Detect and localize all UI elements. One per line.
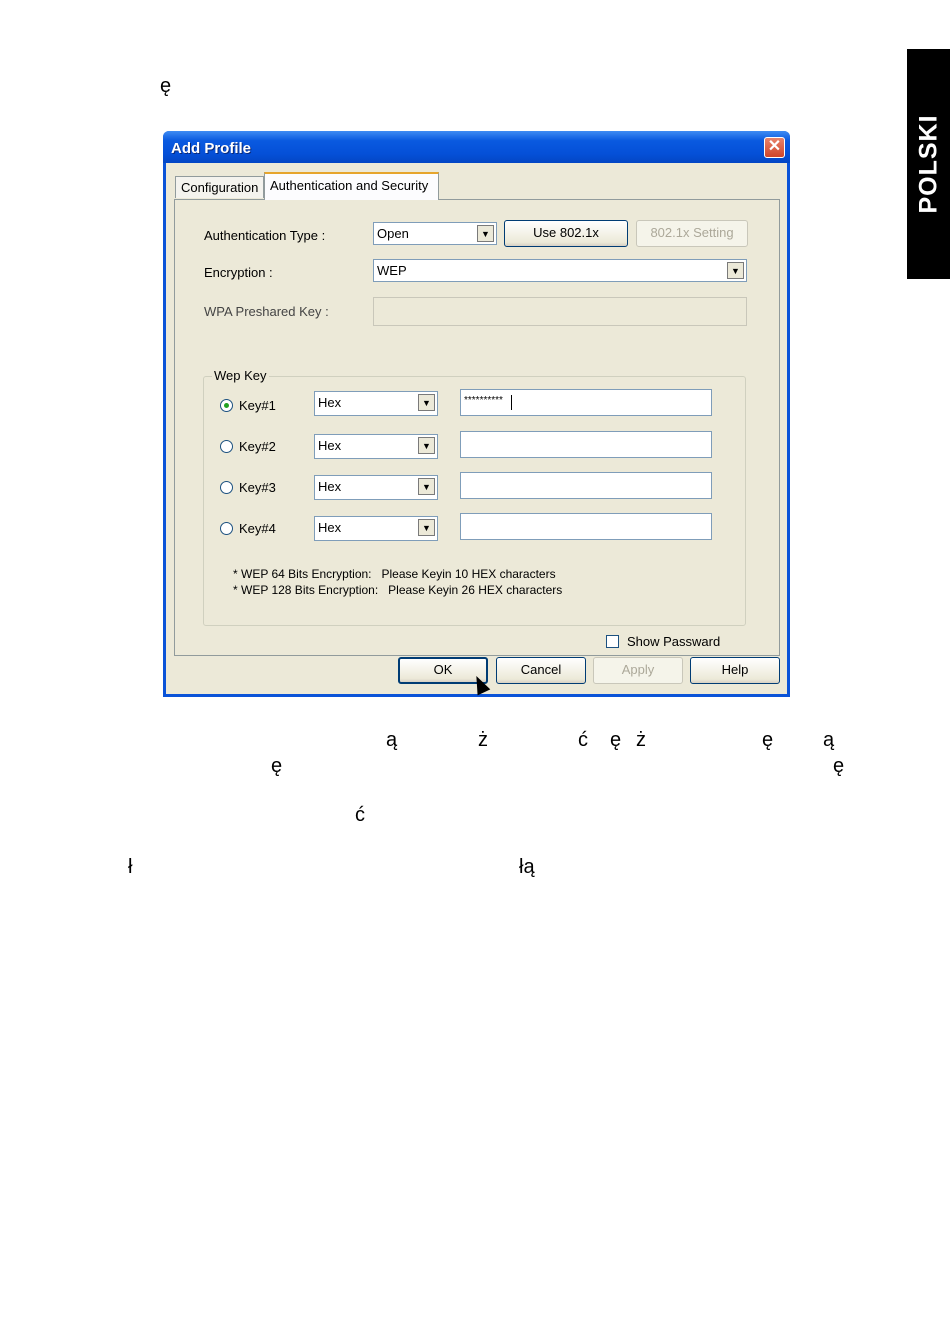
key1-radio[interactable] bbox=[220, 399, 233, 412]
show-password-label: Show Passward bbox=[627, 634, 721, 649]
dialog-title: Add Profile bbox=[171, 140, 252, 157]
wep64-note: * WEP 64 Bits Encryption: Please Keyin 10 HEX characters bbox=[233, 567, 556, 581]
key4-format-value: Hex bbox=[318, 520, 342, 535]
tab-configuration[interactable]: Configuration bbox=[175, 176, 264, 198]
dialog-client bbox=[166, 163, 787, 694]
key4-label: Key#4 bbox=[239, 521, 276, 536]
encryption-select[interactable] bbox=[373, 259, 747, 282]
key4-radio[interactable] bbox=[220, 522, 233, 535]
line2-glyph-2: ę bbox=[833, 755, 845, 777]
key2-radio[interactable] bbox=[220, 440, 233, 453]
key2-format-value: Hex bbox=[318, 438, 342, 453]
encryption-label: Encryption : bbox=[204, 265, 273, 280]
side-tab-label: POLSKI bbox=[914, 114, 942, 214]
chevron-down-icon[interactable]: ▼ bbox=[418, 478, 435, 495]
use-8021x-button[interactable]: Use 802.1x bbox=[504, 220, 628, 247]
help-button[interactable]: Help bbox=[690, 657, 780, 684]
chevron-down-icon[interactable]: ▼ bbox=[418, 519, 435, 536]
wpa-key-label: WPA Preshared Key : bbox=[204, 304, 329, 319]
8021x-setting-button: 802.1x Setting bbox=[636, 220, 748, 247]
text-caret bbox=[511, 395, 512, 410]
auth-type-value: Open bbox=[377, 226, 409, 241]
top-glyph: ę bbox=[160, 75, 172, 97]
line4-glyph-1: ł bbox=[128, 856, 133, 878]
key1-value: ********** bbox=[464, 395, 503, 406]
key1-format-select[interactable] bbox=[314, 391, 438, 416]
add-profile-dialog bbox=[163, 131, 790, 697]
chevron-down-icon[interactable]: ▼ bbox=[477, 225, 494, 242]
key3-input[interactable] bbox=[460, 472, 712, 499]
line1-glyph-6: ę bbox=[762, 729, 774, 751]
close-icon: ✕ bbox=[767, 138, 782, 155]
key1-input[interactable] bbox=[460, 389, 712, 416]
ok-button[interactable]: OK bbox=[398, 657, 488, 684]
key2-format-select[interactable] bbox=[314, 434, 438, 459]
tab-panel bbox=[174, 199, 780, 656]
wep128-note: * WEP 128 Bits Encryption: Please Keyin 26 HEX characters bbox=[233, 583, 563, 597]
cancel-button[interactable]: Cancel bbox=[496, 657, 586, 684]
line1-glyph-2: ż bbox=[478, 729, 488, 751]
close-button[interactable] bbox=[764, 137, 785, 158]
key2-input[interactable] bbox=[460, 431, 712, 458]
language-side-tab bbox=[907, 49, 950, 279]
key3-format-value: Hex bbox=[318, 479, 342, 494]
tab-authentication-security[interactable]: Authentication and Security bbox=[264, 172, 439, 200]
key3-label: Key#3 bbox=[239, 480, 276, 495]
key1-format-value: Hex bbox=[318, 395, 342, 410]
line1-glyph-3: ć bbox=[578, 729, 588, 751]
line1-glyph-7: ą bbox=[823, 729, 835, 751]
chevron-down-icon[interactable]: ▼ bbox=[727, 262, 744, 279]
line1-glyph-1: ą bbox=[386, 729, 398, 751]
show-password-checkbox[interactable] bbox=[606, 635, 619, 648]
key3-radio[interactable] bbox=[220, 481, 233, 494]
key1-label: Key#1 bbox=[239, 398, 276, 413]
chevron-down-icon[interactable]: ▼ bbox=[418, 394, 435, 411]
chevron-down-icon[interactable]: ▼ bbox=[418, 437, 435, 454]
apply-button: Apply bbox=[593, 657, 683, 684]
wep-key-group-label: Wep Key bbox=[214, 368, 267, 383]
line1-glyph-4: ę bbox=[610, 729, 622, 751]
key4-format-select[interactable] bbox=[314, 516, 438, 541]
wep-key-group bbox=[203, 368, 746, 626]
line3-glyph-1: ć bbox=[355, 804, 365, 826]
key3-format-select[interactable] bbox=[314, 475, 438, 500]
auth-type-label: Authentication Type : bbox=[204, 228, 326, 243]
line2-glyph-1: ę bbox=[271, 755, 283, 777]
key4-input[interactable] bbox=[460, 513, 712, 540]
wpa-key-field bbox=[373, 297, 747, 326]
key2-label: Key#2 bbox=[239, 439, 276, 454]
line4-glyph-2: łą bbox=[519, 856, 535, 878]
auth-type-select[interactable] bbox=[373, 222, 497, 245]
line1-glyph-5: ż bbox=[636, 729, 646, 751]
dialog-titlebar[interactable] bbox=[163, 131, 790, 163]
encryption-value: WEP bbox=[377, 263, 407, 278]
